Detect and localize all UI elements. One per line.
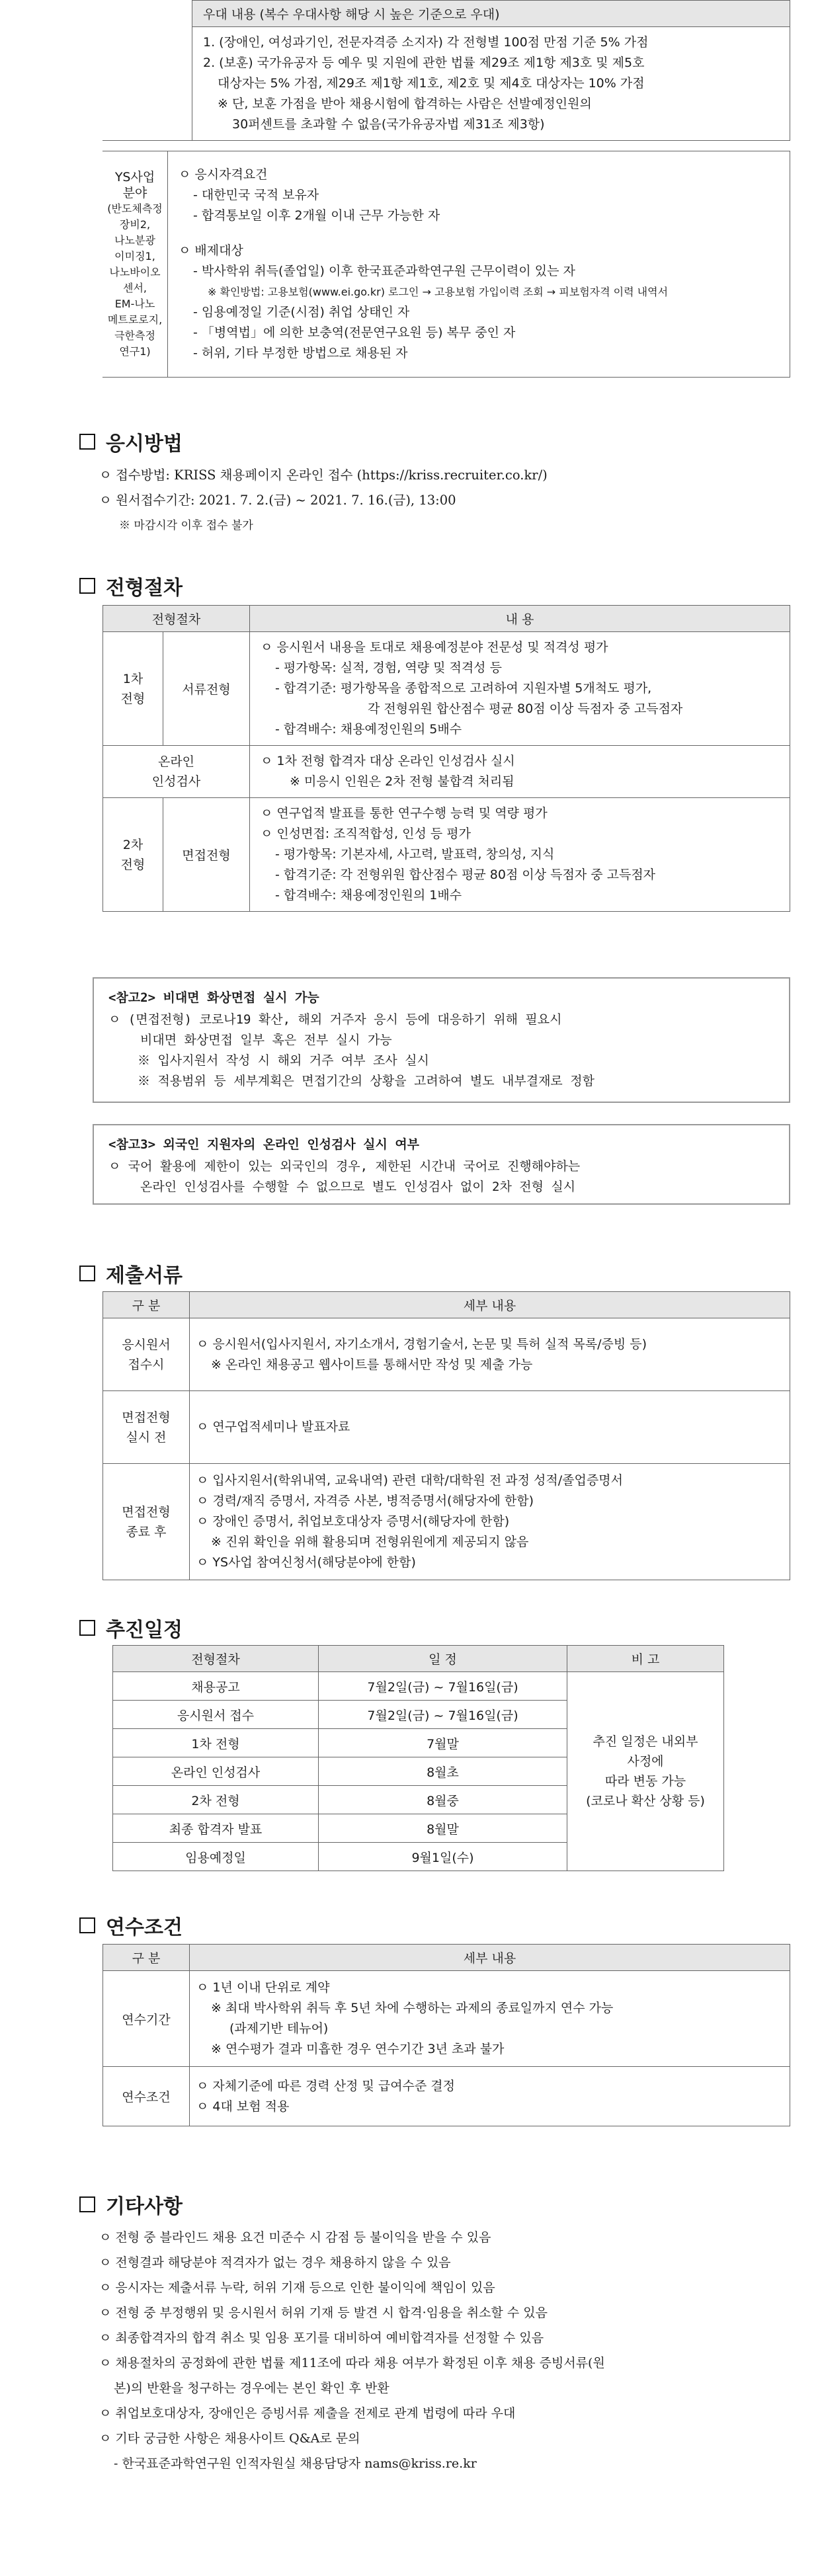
- tenure-period-label: 연수기간: [103, 1971, 190, 2067]
- stage1-label: 1차 전형: [103, 632, 163, 746]
- tenure-condition-label: 연수조건: [103, 2067, 190, 2126]
- apply-list: ㅇ 접수방법: KRISS 채용페이지 온라인 접수 (https://kriss.recruiter.co.kr/) ㅇ 원서접수기간: 2021. 7. 2.(금) ~ 2021. 7. 16.(금), 13:00 ※ 마감시각 이후 접수 불가: [99, 467, 548, 532]
- schedule-row-date: 7월2일(금) ~ 7월16일(금): [319, 1672, 567, 1701]
- document-screening-label: 서류전형: [163, 632, 250, 746]
- ys-content: ㅇ 응시자격요건 - 대한민국 국적 보유자 - 합격통보일 이후 2개월 이내 근무 가능한 자 ㅇ 배제대상 - 박사학위 취득(졸업일) 이후 한국표준과학연구원 근무이력이 있는 자 ※ 확인방법: 고용보험(www.ei.go.kr) 로그인 → 고용보험 가입이력 조회 → 피보험자격 이력 내역서 - 임용예정일 기준(시점) 취업 상태인 자 - 「병역법」에 의한 보충역(전문연구요원 등) 복무 중인 자 - 허위, 기타 부정한 방법으로 채용된 자: [168, 151, 790, 378]
- schedule-row-stage: 1차 전형: [113, 1729, 319, 1757]
- section-title-tenure: 연수조건: [79, 1911, 183, 1940]
- section-title-etc: 기타사항: [79, 2190, 183, 2219]
- schedule-row-stage: 채용공고: [113, 1672, 319, 1701]
- stage1-content: ㅇ 응시원서 내용을 토대로 채용예정분야 전문성 및 적격성 평가 - 평가항목: 실적, 경험, 역량 및 적격성 등 - 합격기준: 평가항목을 종합적으로 고려하여 지원자별 5개척도 평가, 각 전형위원 합산점수 평균 80점 이상 득점자 중 고득점자 - 합격배수: 채용예정인원의 5배수: [250, 632, 790, 746]
- tenure-table: 구 분 세부 내용 연수기간 ㅇ 1년 이내 단위로 계약 ※ 최대 박사학위 취득 후 5년 차에 수행하는 과제의 종료일까지 연수 가능 (과제기반 테뉴어) ※ 연수평가 결과 미흡한 경우 연수기간 3년 초과 불가 연수조건 ㅇ 자체기준에 따른 경력 산정 및 급여수준 결정 ㅇ 4대 보험 적용: [102, 1944, 790, 2126]
- etc-list: ㅇ 전형 중 블라인드 채용 요건 미준수 시 감점 등 불이익을 받을 수 있음 ㅇ 전형결과 해당분야 적격자가 없는 경우 채용하지 않을 수 있음 ㅇ 응시자는 제출서류 누락, 허위 기재 등으로 인한 불이익에 책임이 있음 ㅇ 전형 중 부정행위 및 응시원서 허위 기재 등 발견 시 합격·임용을 취소할 수 있음 ㅇ 최종합격자의 합격 취소 및 임용 포기를 대비하여 예비합격자를 선정할 수 있음 ㅇ 채용절차의 공정화에 관한 법률 제11조에 따라 채용 여부가 확정된 이후 채용 증빙서류(원 본)의 반환을 청구하는 경우에는 본인 확인 후 반환 ㅇ 취업보호대상자, 장애인은 증빙서류 제출을 전제로 관계 법령에 따라 우대 ㅇ 기타 궁금한 사항은 채용사이트 Q&A로 문의 - 한국표준과학연구원 인적자원실 채용담당자 nams@kriss.re.kr: [99, 2230, 605, 2471]
- section-title-apply: 응시방법: [79, 427, 183, 456]
- schedule-table: 전형절차 일 정 비 고 채용공고 7월2일(금) ~ 7월16일(금) 추진 일정은 내외부 사정에 따라 변동 가능 (코로나 확산 상황 등) 응시원서 접수 7월2일(금) ~ 7월16일(금) 1차 전형 7월말 온라인 인성검사 8월초 2차 전형 8월중 최종 합격자 발표 8월말 임용예정일 9월1일(수): [112, 1645, 724, 1871]
- section-title-selection: 전형절차: [79, 571, 183, 600]
- schedule-row-date: 7월말: [319, 1729, 567, 1757]
- schedule-row-date: 8월초: [319, 1757, 567, 1786]
- selection-table: 전형절차 내 용 1차 전형 서류전형 ㅇ 응시원서 내용을 토대로 채용예정분야 전문성 및 적격성 평가 - 평가항목: 실적, 경험, 역량 및 적격성 등 - 합격기준: 평가항목을 종합적으로 고려하여 지원자별 5개척도 평가, 각 전형위원 합산점수 평균 80점 이상 득점자 중 고득점자 - 합격배수: 채용예정인원의 5배수 온라인 인성검사 ㅇ 1차 전형 합격자 대상 온라인 인성검사 실시 ※ 미응시 인원은 2차 전형 불합격 처리됨 2차 전형 면접전형 ㅇ 연구업적 발표를 통한 연구수행 능력 및 역량 평가 ㅇ 인성면접: 조직적합성, 인성 등 평가 - 평가항목: 기본자세, 사고력, 발표력, 창의성, 지식 - 합격기준: 각 전형위원 합산점수 평균 80점 이상 득점자 중 고득점자 - 합격배수: 채용예정인원의 1배수: [102, 605, 790, 912]
- docs-r1-content: ㅇ 응시원서(입사지원서, 자기소개서, 경험기술서, 논문 및 특허 실적 목록/증빙 등) ※ 온라인 채용공고 웹사이트를 통해서만 작성 및 제출 가능: [190, 1318, 790, 1391]
- docs-r3-label: 면접전형 종료 후: [103, 1464, 190, 1580]
- preference-table: [102, 0, 790, 141]
- docs-table: 구 분 세부 내용 응시원서 접수시 ㅇ 응시원서(입사지원서, 자기소개서, 경험기술서, 논문 및 특허 실적 목록/증빙 등) ※ 온라인 채용공고 웹사이트를 통해서만 작성 및 제출 가능 면접전형 실시 전 ㅇ 연구업적세미나 발표자료 면접전형 종료 후 ㅇ 입사지원서(학위내역, 교육내역) 관련 대학/대학원 전 과정 성적/졸업증명서 ㅇ 경력/재직 증명서, 자격증 사본, 병적증명서(해당자에 한함) ㅇ 장애인 증명서, 취업보호대상자 증명서(해당자에 한함) ※ 진위 확인을 위해 활용되며 전형위원에게 제공되지 않음 ㅇ YS사업 참여신청서(해당분야에 한함): [102, 1291, 790, 1580]
- schedule-row-stage: 2차 전형: [113, 1786, 319, 1814]
- docs-r1-label: 응시원서 접수시: [103, 1318, 190, 1391]
- preference-content: 1. (장애인, 여성과기인, 전문자격증 소지자) 각 전형별 100점 만점 기준 5% 가점 2. (보훈) 국가유공자 등 예우 및 지원에 관한 법률 제29조 제1항 제3호 및 제5호 대상자는 5% 가점, 제29조 제1항 제1호, 제2호 및 제4호 대상자는 10% 가점 ※ 단, 보훈 가점을 받아 채용시험에 합격하는 사람은 선발예정인원의 30퍼센트를 초과할 수 없음(국가유공자법 제31조 제3항): [192, 27, 790, 141]
- square-bullet-icon: [79, 434, 95, 450]
- ys-table: [102, 151, 790, 378]
- square-bullet-icon: [79, 2196, 95, 2212]
- square-bullet-icon: [79, 578, 95, 594]
- square-bullet-icon: [79, 1917, 95, 1933]
- schedule-row-date: 9월1일(수): [319, 1843, 567, 1871]
- square-bullet-icon: [79, 1620, 95, 1636]
- section-title-docs: 제출서류: [79, 1259, 183, 1288]
- schedule-row-stage: 응시원서 접수: [113, 1701, 319, 1729]
- tenure-period-content: ㅇ 1년 이내 단위로 계약 ※ 최대 박사학위 취득 후 5년 차에 수행하는 과제의 종료일까지 연수 가능 (과제기반 테뉴어) ※ 연수평가 결과 미흡한 경우 연수기간 3년 초과 불가: [190, 1971, 790, 2067]
- schedule-row-stage: 온라인 인성검사: [113, 1757, 319, 1786]
- docs-r2-label: 면접전형 실시 전: [103, 1391, 190, 1464]
- preference-header: 우대 내용 (복수 우대사항 해당 시 높은 기준으로 우대): [192, 1, 790, 27]
- schedule-note: 추진 일정은 내외부 사정에 따라 변동 가능 (코로나 확산 상황 등): [567, 1672, 724, 1871]
- section-title-schedule: 추진일정: [79, 1613, 183, 1642]
- stage2-label: 2차 전형: [103, 798, 163, 912]
- tenure-condition-content: ㅇ 자체기준에 따른 경력 산정 및 급여수준 결정 ㅇ 4대 보험 적용: [190, 2067, 790, 2126]
- schedule-row-date: 7월2일(금) ~ 7월16일(금): [319, 1701, 567, 1729]
- schedule-row-stage: 임용예정일: [113, 1843, 319, 1871]
- interview-label: 면접전형: [163, 798, 250, 912]
- schedule-row-date: 8월중: [319, 1786, 567, 1814]
- note3-box: <참고3> 외국인 지원자의 온라인 인성검사 실시 여부 ㅇ 국어 활용에 제한이 있는 외국인의 경우, 제한된 시간내 국어로 진행해야하는 온라인 인성검사를 수행할 수 없으므로 별도 인성검사 없이 2차 전형 실시: [93, 1124, 790, 1205]
- square-bullet-icon: [79, 1266, 95, 1281]
- note2-box: <참고2> 비대면 화상면접 실시 가능 ㅇ (면접전형) 코로나19 확산, 해외 거주자 응시 등에 대응하기 위해 필요시 비대면 화상면접 일부 혹은 전부 실시 가능 ※ 입사지원서 작성 시 해외 거주 여부 조사 실시 ※ 적용범위 등 세부계획은 면접기간의 상황을 고려하여 별도 내부결재로 정함: [93, 977, 790, 1103]
- ys-label: YS사업 분야 (반도체측정 장비2, 나노분광 이미징1, 나노바이오 센서, EM-나노 메트로로지, 극한측정 연구1): [102, 151, 168, 378]
- docs-r3-content: ㅇ 입사지원서(학위내역, 교육내역) 관련 대학/대학원 전 과정 성적/졸업증명서 ㅇ 경력/재직 증명서, 자격증 사본, 병적증명서(해당자에 한함) ㅇ 장애인 증명서, 취업보호대상자 증명서(해당자에 한함) ※ 진위 확인을 위해 활용되며 전형위원에게 제공되지 않음 ㅇ YS사업 참여신청서(해당분야에 한함): [190, 1464, 790, 1580]
- schedule-row-stage: 최종 합격자 발표: [113, 1814, 319, 1843]
- online-test-label: 온라인 인성검사: [103, 746, 250, 798]
- docs-r2-content: ㅇ 연구업적세미나 발표자료: [190, 1391, 790, 1464]
- stage2-content: ㅇ 연구업적 발표를 통한 연구수행 능력 및 역량 평가 ㅇ 인성면접: 조직적합성, 인성 등 평가 - 평가항목: 기본자세, 사고력, 발표력, 창의성, 지식 - 합격기준: 각 전형위원 합산점수 평균 80점 이상 득점자 중 고득점자 - 합격배수: 채용예정인원의 1배수: [250, 798, 790, 912]
- schedule-row-date: 8월말: [319, 1814, 567, 1843]
- online-test-content: ㅇ 1차 전형 합격자 대상 온라인 인성검사 실시 ※ 미응시 인원은 2차 전형 불합격 처리됨: [250, 746, 790, 798]
